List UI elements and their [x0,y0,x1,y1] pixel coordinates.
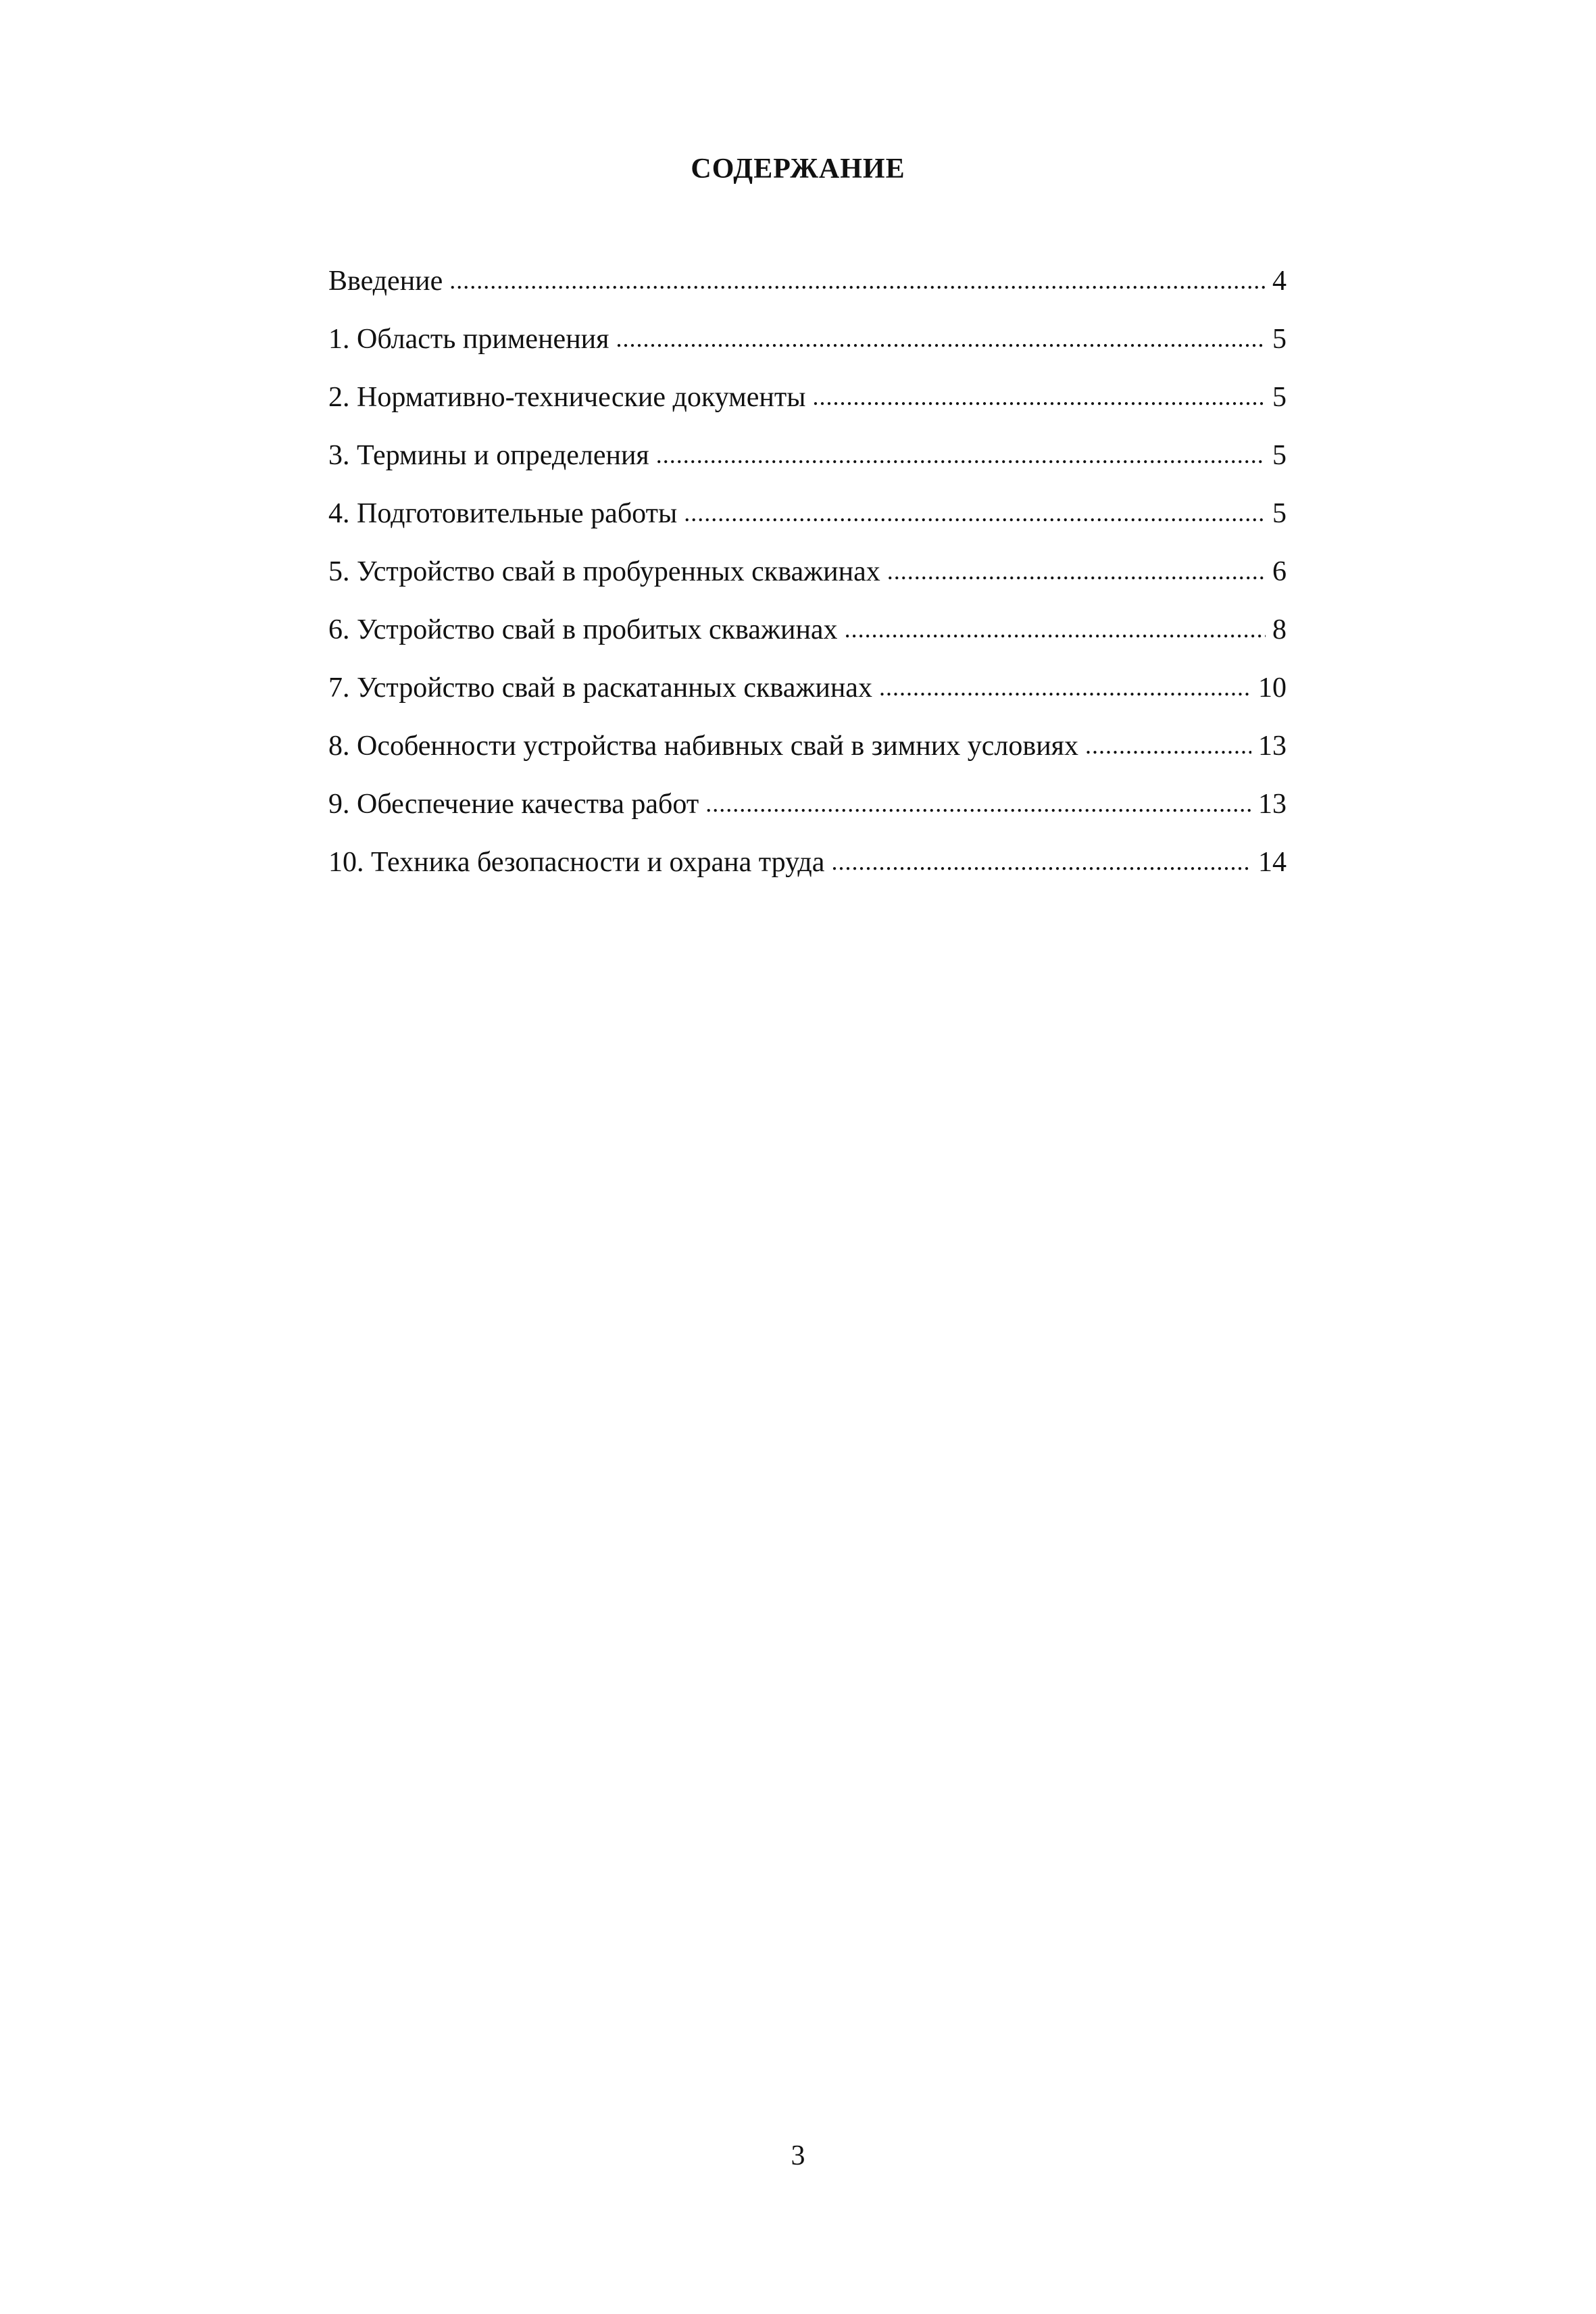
toc-dot-leader [449,261,1266,299]
toc-entry-page: 13 [1258,731,1287,762]
toc-dot-leader [684,493,1266,532]
toc-entry [328,437,1287,495]
toc-entry-title: 1. Область применения [328,324,609,355]
toc-entry [328,843,1287,902]
toc-entry-page: 5 [1272,324,1287,355]
toc-entry-title: 8. Особенности устройства набивных свай в зимних условиях [328,731,1078,762]
toc-entry-title: 6. Устройство свай в пробитых скважинах [328,614,838,645]
toc-dot-leader [879,668,1251,706]
toc-entry [328,553,1287,611]
toc-entry-page: 8 [1272,614,1287,645]
toc-entry-page: 4 [1272,266,1287,297]
toc-dot-leader [845,610,1266,648]
toc-dot-leader [616,319,1266,358]
toc-entry-title: 2. Нормативно-технические документы [328,382,806,413]
toc-dot-leader [656,435,1266,474]
toc-entry [328,320,1287,378]
toc-entry-page: 10 [1258,672,1287,704]
toc-entry-title: Введение [328,266,443,297]
toc-entry-title: 9. Обеспечение качества работ [328,789,699,820]
toc-dot-leader [1085,726,1251,764]
toc-entry-page: 5 [1272,382,1287,413]
toc-entry-page: 6 [1272,556,1287,587]
table-of-contents [328,262,1287,902]
toc-dot-leader [887,551,1266,590]
toc-dot-leader [812,377,1266,416]
toc-dot-leader [831,842,1251,881]
page-number: 3 [791,2140,805,2171]
toc-dot-leader [705,784,1251,822]
toc-entry [328,727,1287,785]
toc-entry [328,785,1287,843]
toc-entry-page: 14 [1258,847,1287,878]
toc-entry [328,669,1287,727]
contents-heading: СОДЕРЖАНИЕ [691,153,905,184]
toc-entry-title: 4. Подготовительные работы [328,498,678,529]
toc-entry-page: 5 [1272,440,1287,471]
toc-entry [328,262,1287,320]
toc-entry-title: 3. Термины и определения [328,440,649,471]
toc-entry [328,495,1287,553]
toc-entry-page: 5 [1272,498,1287,529]
toc-entry-title: 10. Техника безопасности и охрана труда [328,847,825,878]
toc-entry-title: 5. Устройство свай в пробуренных скважинах [328,556,880,587]
toc-entry-title: 7. Устройство свай в раскатанных скважинах [328,672,872,704]
toc-entry [328,378,1287,437]
toc-entry-page: 13 [1258,789,1287,820]
toc-entry [328,611,1287,669]
